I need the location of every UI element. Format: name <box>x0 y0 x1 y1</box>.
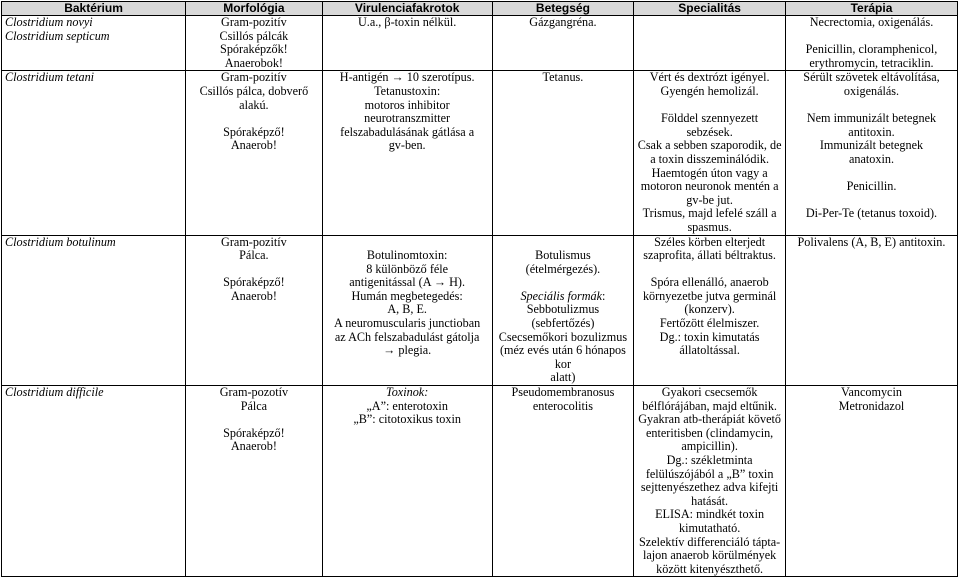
cell-line: Botulismus <box>535 248 591 263</box>
cell-line: Anaerobok! <box>224 55 283 70</box>
cell-line: Spóraképző! <box>223 425 285 440</box>
cell-line: sejttenyészethez adva kifejti <box>640 480 779 495</box>
header-virulence: Virulenciafakrotok <box>322 2 492 16</box>
cell-line: kimutatható. <box>678 520 741 535</box>
table-row <box>2 16 958 71</box>
cell-morphology <box>186 71 323 235</box>
cell-line: H-antigén → 10 szerotípus. <box>339 70 475 85</box>
cell-line: állatoltással. <box>679 343 740 358</box>
cell-specialty <box>634 16 786 71</box>
header-bacterium: Baktérium <box>2 2 186 16</box>
cell-line: Csecsemőkori bozulizmus <box>498 329 628 344</box>
cell-line: Tetanus. <box>542 70 584 85</box>
cell-line: Clostridium difficile <box>5 385 104 400</box>
blank-line <box>189 112 319 126</box>
cell-bacterium <box>2 235 186 386</box>
cell-line: alatt) <box>550 370 576 385</box>
cell-disease <box>492 386 634 577</box>
table-row <box>2 386 958 577</box>
cell-line: Penicillin. <box>846 179 897 194</box>
cell-line: Spóraképző! <box>223 275 285 290</box>
table-body <box>2 16 958 577</box>
cell-line: Clostridium botulinum <box>5 234 116 249</box>
cell-line: Clostridium tetani <box>5 70 95 85</box>
cell-line: Anaerob! <box>230 138 277 153</box>
cell-line: motoros inhibitor <box>364 97 450 112</box>
cell-line: A, B, E. <box>387 302 427 317</box>
cell-line: → plegia. <box>383 343 432 358</box>
cell-line: Anaerob! <box>230 288 277 303</box>
bacteria-table <box>1 1 958 577</box>
cell-virulence <box>322 16 492 71</box>
cell-line: Fertőzött élelmiszer. <box>659 316 760 331</box>
cell-line: a toxin disszeminálódik. <box>650 151 770 166</box>
italic-label: Speciális formák <box>520 288 603 303</box>
cell-line: Dg.: toxin kimutatás <box>659 329 760 344</box>
blank-line <box>637 99 782 113</box>
cell-line: Nem immunizált betegnek <box>806 111 937 126</box>
blank-line <box>789 167 954 181</box>
header-specialty: Specialitás <box>634 2 786 16</box>
cell-line: Dg.: székletminta <box>666 453 753 467</box>
cell-bacterium <box>2 16 186 71</box>
blank-line <box>496 276 631 290</box>
cell-morphology <box>186 16 323 71</box>
cell-line: Di-Per-Te (tetanus toxoid). <box>805 206 938 221</box>
header-disease: Betegség <box>492 2 634 16</box>
cell-line: enteritisben (clindamycin, <box>645 425 774 440</box>
cell-disease <box>492 235 634 386</box>
blank-line <box>189 413 319 427</box>
cell-virulence <box>322 386 492 577</box>
cell-line: (ételmérgezés). <box>525 261 601 276</box>
cell-line: Clostridium novyi <box>5 15 93 29</box>
cell-therapy <box>785 16 957 71</box>
cell-line: Gyakori csecsemők <box>661 385 758 400</box>
cell-line: felszabadulásának gátlása a <box>340 124 475 139</box>
cell-morphology <box>186 386 323 577</box>
cell-bacterium <box>2 71 186 235</box>
cell-line: Humán megbetegedés: <box>351 288 463 303</box>
cell-line: Metronidazol <box>838 398 905 413</box>
cell-line: Penicillin, cloramphenicol, <box>805 42 938 57</box>
cell-line: motoron neuronok mentén a <box>640 179 779 194</box>
cell-line: Vért és dextrózt igényel. <box>649 70 770 85</box>
cell-line: Gyengén hemolizál. <box>660 83 759 98</box>
cell-line: spasmus. <box>687 219 732 234</box>
cell-line: (méz evés után 6 hónapos kor <box>499 343 626 371</box>
cell-line: Vancomycin <box>841 385 902 400</box>
cell-line: Pálca. <box>239 248 269 263</box>
cell-morphology <box>186 235 323 386</box>
table-row <box>2 71 958 235</box>
cell-bacterium <box>2 386 186 577</box>
cell-line: anatoxin. <box>848 151 894 166</box>
cell-line: U.a., β-toxin nélkül. <box>358 15 457 29</box>
blank-line <box>789 194 954 208</box>
cell-line: Tetanustoxin: <box>374 83 441 98</box>
cell-line: bélflórájában, majd eltűnik. <box>642 398 777 413</box>
table-row <box>2 235 958 386</box>
cell-line: Széles körben elterjedt <box>654 234 766 249</box>
cell-line: erythromycin, tetraciklin. <box>809 55 934 70</box>
cell-line: hatását. <box>691 493 729 508</box>
cell-virulence <box>322 235 492 386</box>
cell-disease <box>492 71 634 235</box>
header-therapy: Terápia <box>785 2 957 16</box>
cell-line: Gyakran atb-therápiát követő <box>638 412 782 427</box>
cell-line: Pseudomembranosus <box>511 385 615 400</box>
cell-line: Polivalens (A, B, E) antitoxin. <box>797 234 946 249</box>
cell-line: Gram-pozitív <box>221 70 287 85</box>
cell-line: neurotranszmitter <box>364 111 451 126</box>
cell-therapy <box>785 235 957 386</box>
cell-line: Haemtogén úton vagy a <box>651 165 768 180</box>
cell-line: Sérült szövetek eltávolítása, <box>803 70 940 85</box>
cell-specialty <box>634 71 786 235</box>
cell-line: gv-ben. <box>388 138 426 153</box>
cell-line: Spóra ellenálló, anaerob <box>650 275 769 290</box>
cell-line: Clostridium septicum <box>5 28 110 43</box>
blank-line <box>789 30 954 44</box>
cell-line: Csak a sebben szaporodik, de <box>637 138 782 153</box>
cell-line: Gram-pozitív <box>221 15 287 29</box>
cell-line: szaprofita, állati béltraktus. <box>643 248 776 263</box>
cell-therapy <box>785 71 957 235</box>
cell-line: (konzerv). <box>684 302 735 317</box>
cell-line: környezetbe jutva germinál <box>642 288 777 303</box>
cell-line: Csillós pálcák <box>219 28 289 43</box>
blank-line <box>326 236 489 250</box>
header-morphology: Morfológia <box>186 2 323 16</box>
cell-line: oxigenálás. <box>843 83 900 98</box>
cell-line: Gram-pozitív <box>221 234 287 249</box>
cell-line: az ACh felszabadulást gátolja <box>334 329 480 344</box>
cell-line: felülúszójából a „B” toxin <box>645 466 774 481</box>
cell-line: Szelektív differenciáló tápta- <box>639 534 781 549</box>
cell-line: Pálca <box>240 398 268 413</box>
cell-line: ELISA: mindkét toxin <box>655 507 765 522</box>
cell-line: Földdel szennyezett sebzések. <box>661 111 759 139</box>
cell-line: gv-be jut. <box>686 192 733 207</box>
cell-line: enterocolitis <box>532 398 594 413</box>
cell-line: Toxinok: <box>386 385 429 400</box>
cell-line: Necrectomia, oxigenálás. <box>809 15 934 29</box>
cell-line: Spóraképzők! <box>220 42 288 57</box>
cell-line: Immunizált betegnek <box>819 138 924 153</box>
cell-line: Botulinomtoxin: <box>366 248 448 263</box>
cell-disease <box>492 16 634 71</box>
cell-line: „A”: enterotoxin <box>366 398 448 413</box>
cell-virulence <box>322 71 492 235</box>
header-row <box>2 2 958 16</box>
cell-line: antitoxin. <box>848 124 895 139</box>
cell-line: Anaerob! <box>230 439 277 454</box>
cell-line: Csillós pálca, dobverő alakú. <box>199 83 309 112</box>
cell-line: lajon anaerob körülmények <box>642 548 777 563</box>
cell-line: 8 különböző féle <box>366 261 449 276</box>
cell-line: között kitenyészthető. <box>656 561 764 576</box>
blank-line <box>496 236 631 250</box>
cell-line: antigenitással (A → H). <box>349 275 466 290</box>
blank-line <box>789 99 954 113</box>
cell-line: A neuromuscularis junctioban <box>334 316 481 331</box>
cell-specialty <box>634 235 786 386</box>
cell-therapy <box>785 386 957 577</box>
cell-line: Sebbotulizmus (sebfertőzés) <box>526 302 600 331</box>
cell-line: „B”: citotoxikus toxin <box>353 412 461 427</box>
cell-line: Spóraképző! <box>223 124 285 139</box>
cell-line: ampicillin). <box>681 439 738 454</box>
cell-line: Trismus, majd lefelé száll a <box>642 206 777 221</box>
blank-line <box>189 263 319 277</box>
cell-line: Speciális formák: <box>520 288 606 303</box>
cell-line: Gázgangréna. <box>529 15 597 29</box>
blank-line <box>637 263 782 277</box>
cell-specialty <box>634 386 786 577</box>
cell-line: Gram-pozotív <box>219 385 289 400</box>
